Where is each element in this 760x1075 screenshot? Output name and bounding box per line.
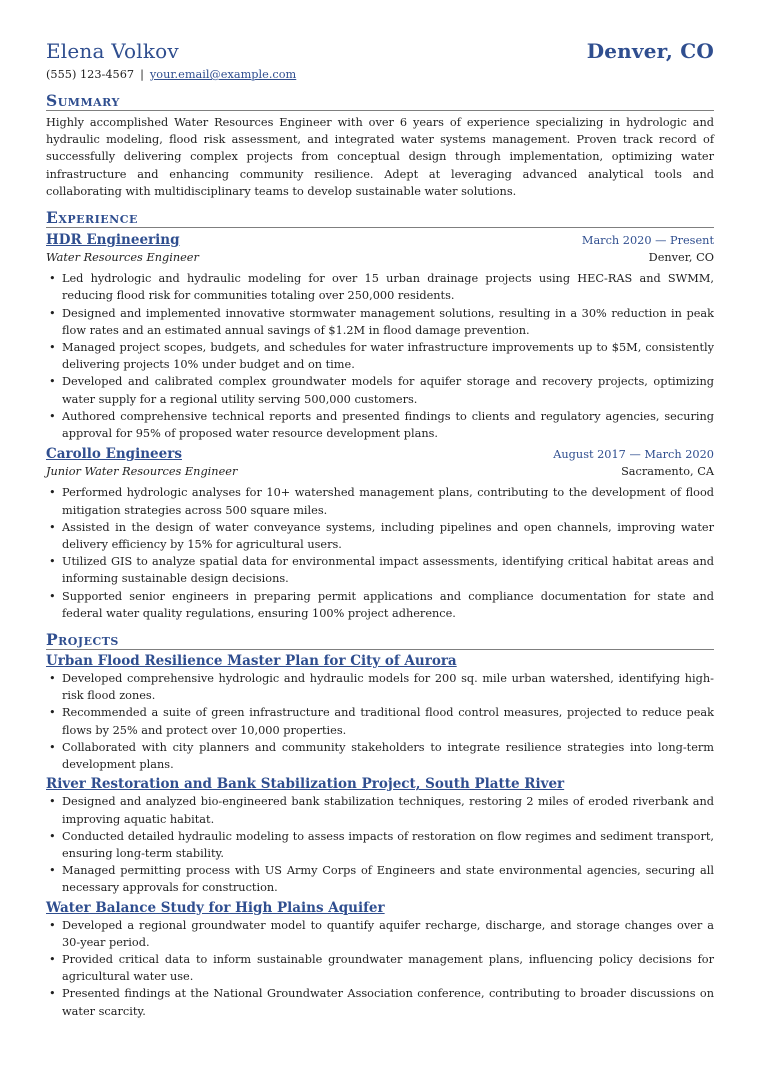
bullet-list: [46, 793, 714, 896]
bullet-text: Developed and calibrated complex groundwater models for aquifer storage and recovery projects, optimizing water supply for a regional utility serving 500,000 customers.: [62, 375, 714, 406]
job-dates: August 2017 — March 2020: [553, 448, 714, 462]
summary-text: Highly accomplished Water Resources Engineer with over 6 years of experience specializing in hydrologic and hydraulic modeling, flood risk assessment, and integrated water systems management. Proven track record of successfully delivering complex projects from conceptual design through implementation, optimizing water infrastructure and enhancing community resilience. Adept at leveraging advanced analytical tools and collaborating with multidisciplinary teams to develop sustainable water solutions.: [46, 116, 714, 198]
bullet-icon: •: [49, 829, 56, 843]
projects-heading: Projects: [46, 630, 714, 650]
bullet-icon: •: [49, 486, 56, 500]
project-entry: [46, 775, 714, 896]
experience-entry: [46, 231, 714, 442]
bullet-icon: •: [49, 795, 56, 809]
list-item: [46, 828, 714, 862]
list-item: [46, 553, 714, 587]
job-location: Sacramento, CA: [621, 465, 714, 479]
job-dates: March 2020 — Present: [581, 234, 714, 248]
bullet-text: Recommended a suite of green infrastructure and traditional flood control measures, projected to reduce peak flows by 25% and protect over 10,000 properties.: [62, 706, 714, 737]
bullet-text: Utilized GIS to analyze spatial data for environmental impact assessments, identifying critical habitat areas and informing sustainable design decisions.: [62, 555, 714, 586]
bullet-icon: •: [49, 341, 56, 355]
project-entry: [46, 652, 714, 773]
bullet-icon: •: [49, 272, 56, 286]
bullet-icon: •: [49, 409, 56, 423]
bullet-icon: •: [49, 375, 56, 389]
project-title-link[interactable]: Water Balance Study for High Plains Aquifer: [46, 899, 385, 916]
list-item: [46, 670, 714, 704]
bullet-text: Developed a regional groundwater model to quantify aquifer recharge, discharge, and storage changes over a 30-year period.: [62, 918, 714, 949]
bullet-text: Managed project scopes, budgets, and schedules for water infrastructure improvements up to $5M, consistently delivering projects 10% under budget and on time.: [62, 341, 714, 372]
list-item: [46, 373, 714, 407]
project-title-link[interactable]: Urban Flood Resilience Master Plan for City of Aurora: [46, 653, 457, 670]
bullet-icon: •: [49, 706, 56, 720]
bullet-list: [46, 670, 714, 773]
company-link[interactable]: Carollo Engineers: [46, 446, 182, 463]
bullet-icon: •: [49, 555, 56, 569]
list-item: [46, 739, 714, 773]
project-entry: [46, 899, 714, 1020]
bullet-icon: •: [49, 952, 56, 966]
bullet-text: Designed and analyzed bio-engineered bank stabilization techniques, restoring 2 miles of eroded riverbank and improving aquatic habitat.: [62, 795, 714, 826]
job-title: Junior Water Resources Engineer: [46, 465, 238, 479]
project-title-link[interactable]: River Restoration and Bank Stabilization Project, South Platte River: [46, 776, 565, 793]
list-item: [46, 339, 714, 373]
list-item: [46, 519, 714, 553]
summary-heading: Summary: [46, 91, 714, 111]
bullet-text: Performed hydrologic analyses for 10+ watershed management plans, contributing to the development of flood mitigation strategies across 500 square miles.: [62, 486, 714, 517]
list-item: [46, 951, 714, 985]
bullet-icon: •: [49, 589, 56, 603]
candidate-name: Elena Volkov: [46, 39, 179, 63]
list-item: [46, 985, 714, 1019]
bullet-list: [46, 270, 714, 442]
candidate-location: Denver, CO: [586, 39, 714, 63]
list-item: [46, 588, 714, 622]
bullet-text: Supported senior engineers in preparing permit applications and compliance documentation for state and federal water quality regulations, ensuring 100% project adherence.: [62, 589, 714, 620]
list-item: [46, 793, 714, 827]
list-item: [46, 305, 714, 339]
contact-line: [46, 67, 714, 83]
bullet-icon: •: [49, 918, 56, 932]
bullet-text: Provided critical data to inform sustainable groundwater management plans, influencing policy decisions for agricultural water use.: [62, 952, 714, 984]
bullet-text: Developed comprehensive hydrologic and hydraulic models for 200 sq. mile urban watershed, identifying high-risk flood zones.: [62, 672, 714, 703]
bullet-text: Designed and implemented innovative stormwater management solutions, resulting in a 30% reduction in peak flow rates and an estimated annual savings of $1.2M in flood damage prevention.: [62, 306, 714, 337]
company-link[interactable]: HDR Engineering: [46, 232, 180, 249]
job-title: Water Resources Engineer: [46, 251, 199, 265]
list-item: [46, 270, 714, 304]
list-item: [46, 484, 714, 518]
list-item: [46, 704, 714, 738]
experience-heading: Experience: [46, 208, 714, 228]
resume-header: [46, 38, 714, 64]
email-link[interactable]: your.email@example.com: [149, 68, 297, 81]
phone-number: (555) 123-4567: [46, 68, 135, 81]
bullet-icon: •: [49, 740, 56, 754]
bullet-list: [46, 484, 714, 622]
bullet-icon: •: [49, 864, 56, 878]
bullet-text: Assisted in the design of water conveyance systems, including pipelines and open channels, improving water delivery efficiency by 15% for agricultural users.: [62, 520, 714, 552]
bullet-icon: •: [49, 520, 56, 534]
job-location: Denver, CO: [648, 251, 714, 265]
bullet-list: [46, 917, 714, 1020]
bullet-icon: •: [49, 306, 56, 320]
bullet-text: Collaborated with city planners and community stakeholders to integrate resilience strategies into long-term development plans.: [62, 740, 714, 772]
bullet-text: Authored comprehensive technical reports and presented findings to clients and regulatory agencies, securing approval for 95% of proposed water resource development plans.: [62, 409, 714, 441]
bullet-icon: •: [49, 672, 56, 686]
bullet-icon: •: [49, 987, 56, 1001]
list-item: [46, 917, 714, 951]
list-item: [46, 408, 714, 442]
bullet-text: Led hydrologic and hydraulic modeling for over 15 urban drainage projects using HEC-RAS and SWMM, reducing flood risk for communities totaling over 250,000 residents.: [62, 272, 714, 303]
bullet-text: Conducted detailed hydraulic modeling to assess impacts of restoration on flow regimes and sediment transport, ensuring long-term stability.: [62, 829, 714, 860]
contact-separator: |: [140, 68, 144, 81]
bullet-text: Presented findings at the National Groundwater Association conference, contributing to broader discussions on water scarcity.: [62, 987, 714, 1018]
list-item: [46, 862, 714, 896]
bullet-text: Managed permitting process with US Army Corps of Engineers and state environmental agencies, securing all necessary approvals for construction.: [62, 864, 714, 895]
experience-entry: [46, 445, 714, 622]
